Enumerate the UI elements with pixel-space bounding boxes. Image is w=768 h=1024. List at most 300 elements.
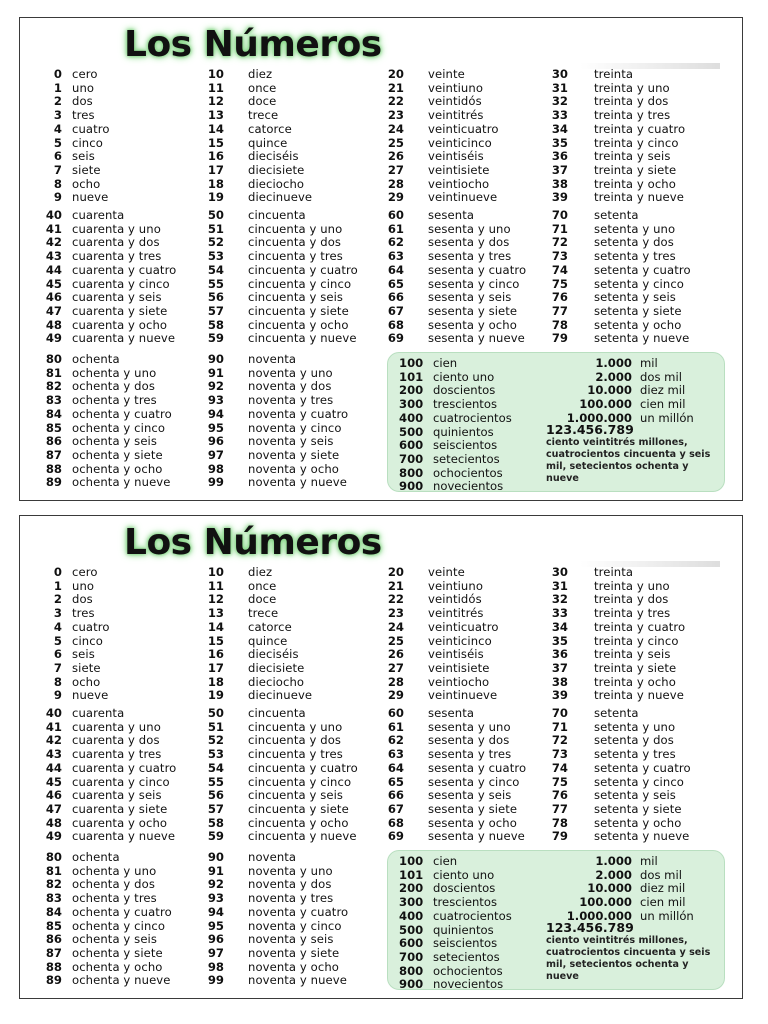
number-word: sesenta y dos xyxy=(428,235,510,250)
number-digit: 53 xyxy=(207,747,224,762)
number-word: cinco xyxy=(72,135,103,150)
number-digit: 79 xyxy=(551,829,568,844)
number-word: noventa xyxy=(248,850,297,864)
number-row xyxy=(204,461,339,476)
number-digit: 600 xyxy=(399,936,424,951)
number-row xyxy=(380,221,511,236)
number-digit: 11 xyxy=(207,578,224,593)
number-word: ochenta y tres xyxy=(72,891,157,906)
number-word: cincuenta y siete xyxy=(248,801,349,816)
number-digit: 19 xyxy=(207,688,224,703)
number-digit: 30 xyxy=(551,67,568,81)
number-row xyxy=(544,67,634,81)
number-digit: 900 xyxy=(399,977,424,992)
number-digit: 27 xyxy=(387,162,404,177)
number-word: cuarenta xyxy=(72,208,125,222)
number-word: setenta y dos xyxy=(594,733,674,748)
number-digit: 18 xyxy=(207,176,224,191)
number-row xyxy=(380,121,499,136)
number-digit: 74 xyxy=(551,262,568,277)
number-word: setenta y tres xyxy=(594,249,676,264)
number-digit: 86 xyxy=(45,434,62,449)
number-row xyxy=(204,688,313,703)
number-word: treinta y uno xyxy=(594,80,670,95)
number-row xyxy=(204,379,332,394)
number-row xyxy=(544,262,691,277)
number-word: veinticinco xyxy=(428,135,492,150)
number-word: cincuenta y seis xyxy=(248,788,344,803)
number-word: ochenta y siete xyxy=(72,447,163,462)
number-digit: 29 xyxy=(387,688,404,703)
number-word: treinta y tres xyxy=(594,108,671,123)
number-digit: 54 xyxy=(207,760,224,775)
number-digit: 80 xyxy=(45,850,62,864)
number-digit: 32 xyxy=(551,592,568,607)
number-digit: 300 xyxy=(399,895,424,910)
number-word: ocho xyxy=(72,176,101,191)
number-word: treinta y dos xyxy=(594,592,669,607)
number-row xyxy=(36,606,95,621)
number-digit: 39 xyxy=(551,688,568,703)
number-word: sesenta y siete xyxy=(428,801,518,816)
number-word: ochocientos xyxy=(433,963,503,978)
number-row xyxy=(36,959,163,974)
number-row xyxy=(380,276,520,291)
number-digit: 60 xyxy=(387,208,404,222)
number-row xyxy=(36,190,109,205)
number-digit: 58 xyxy=(207,317,224,332)
number-word: seis xyxy=(72,149,95,164)
number-row xyxy=(204,176,305,191)
number-word: un millón xyxy=(640,410,694,425)
number-row xyxy=(36,162,101,177)
hundreds-row xyxy=(399,977,504,992)
number-row xyxy=(544,303,682,318)
number-word: treinta xyxy=(594,565,634,579)
number-word: cincuenta y uno xyxy=(248,719,343,734)
number-digit: 85 xyxy=(45,918,62,933)
number-row xyxy=(36,788,162,803)
number-digit: 88 xyxy=(45,461,62,476)
number-word: ochenta y tres xyxy=(72,393,157,408)
number-digit: 64 xyxy=(387,262,404,277)
number-row xyxy=(204,190,313,205)
number-word: veinticuatro xyxy=(428,121,499,136)
number-digit: 500 xyxy=(399,424,424,439)
number-word: cuarenta y cinco xyxy=(72,774,170,789)
number-row xyxy=(204,80,277,95)
number-digit: 62 xyxy=(387,733,404,748)
number-digit: 35 xyxy=(551,633,568,648)
number-row xyxy=(36,208,125,222)
number-digit: 84 xyxy=(45,904,62,919)
number-digit: 22 xyxy=(387,592,404,607)
number-digit: 83 xyxy=(45,393,62,408)
hundreds-row xyxy=(399,881,496,896)
number-word: diez xyxy=(248,565,273,579)
number-digit: 600 xyxy=(399,438,424,453)
number-digit: 77 xyxy=(551,303,568,318)
number-row xyxy=(380,815,517,830)
number-word: uno xyxy=(72,578,95,593)
number-word: cincuenta y cuatro xyxy=(248,760,358,775)
number-word: cincuenta y cinco xyxy=(248,774,352,789)
number-word: noventa y uno xyxy=(248,365,333,380)
number-row xyxy=(380,706,475,720)
number-row xyxy=(380,108,484,123)
hundreds-row xyxy=(399,867,495,882)
number-word: noventa y ocho xyxy=(248,461,339,476)
number-row xyxy=(544,606,671,621)
number-digit: 45 xyxy=(45,774,62,789)
number-word: mil xyxy=(640,854,658,868)
number-digit: 4 xyxy=(53,619,62,634)
number-digit: 79 xyxy=(551,331,568,346)
number-word: trece xyxy=(248,606,279,621)
number-digit: 16 xyxy=(207,647,224,662)
number-digit: 0 xyxy=(53,565,62,579)
number-digit: 36 xyxy=(551,149,568,164)
number-row xyxy=(204,565,273,579)
number-digit: 25 xyxy=(387,633,404,648)
number-row xyxy=(36,850,120,864)
number-row xyxy=(380,249,512,264)
number-word: noventa y uno xyxy=(248,863,333,878)
number-word: cincuenta xyxy=(248,706,306,720)
number-row xyxy=(36,863,157,878)
number-word: sesenta y ocho xyxy=(428,317,517,332)
number-row xyxy=(544,276,684,291)
number-word: sesenta xyxy=(428,208,475,222)
number-word: dos mil xyxy=(640,369,682,384)
number-word: cincuenta y nueve xyxy=(248,829,357,844)
number-row xyxy=(544,578,670,593)
number-word: veintinueve xyxy=(428,688,498,703)
number-word: ochenta y uno xyxy=(72,365,157,380)
number-word: veintitrés xyxy=(428,606,484,621)
number-digit: 94 xyxy=(207,904,224,919)
number-digit: 17 xyxy=(207,162,224,177)
number-word: noventa xyxy=(248,352,297,366)
number-word: ochocientos xyxy=(433,465,503,480)
number-digit: 48 xyxy=(45,317,62,332)
number-digit: 59 xyxy=(207,829,224,844)
number-word: cincuenta y tres xyxy=(248,747,343,762)
number-word: sesenta xyxy=(428,706,475,720)
number-row xyxy=(204,406,349,421)
number-digit: 84 xyxy=(45,406,62,421)
number-row xyxy=(380,801,518,816)
number-word: noventa y tres xyxy=(248,891,334,906)
number-row xyxy=(36,747,162,762)
number-digit: 89 xyxy=(45,973,62,988)
number-digit: 800 xyxy=(399,465,424,480)
number-row xyxy=(204,815,349,830)
number-word: treinta y nueve xyxy=(594,688,684,703)
number-word: cincuenta y seis xyxy=(248,290,344,305)
number-word: cuatro xyxy=(72,619,110,634)
hundreds-row xyxy=(399,908,512,923)
number-row xyxy=(36,393,157,408)
number-word: setenta y cinco xyxy=(594,774,684,789)
number-digit: 2.000 xyxy=(595,867,632,882)
number-word: cincuenta y uno xyxy=(248,221,343,236)
number-word: cuarenta y cuatro xyxy=(72,262,177,277)
number-word: treinta y ocho xyxy=(594,176,676,191)
number-digit: 21 xyxy=(387,578,404,593)
number-row xyxy=(544,733,674,748)
number-digit: 9 xyxy=(53,688,62,703)
number-row xyxy=(204,829,357,844)
number-word: ochenta y cuatro xyxy=(72,904,172,919)
number-row xyxy=(380,208,475,222)
number-digit: 91 xyxy=(207,863,224,878)
number-word: cincuenta xyxy=(248,208,306,222)
number-row xyxy=(544,747,676,762)
number-word: dieciséis xyxy=(248,149,299,164)
number-row xyxy=(380,733,510,748)
number-row xyxy=(380,290,512,305)
number-row xyxy=(380,829,525,844)
number-row xyxy=(204,592,277,607)
number-row xyxy=(380,162,490,177)
number-row xyxy=(380,190,498,205)
number-digit: 47 xyxy=(45,303,62,318)
number-digit: 99 xyxy=(207,475,224,490)
number-row xyxy=(204,660,305,675)
number-row xyxy=(36,774,170,789)
number-word: catorce xyxy=(248,121,292,136)
number-digit: 82 xyxy=(45,877,62,892)
number-digit: 29 xyxy=(387,190,404,205)
number-word: cuarenta y nueve xyxy=(72,331,176,346)
number-word: veintiocho xyxy=(428,674,490,689)
number-word: dos mil xyxy=(640,867,682,882)
number-row xyxy=(380,633,492,648)
number-digit: 72 xyxy=(551,235,568,250)
number-row xyxy=(380,565,465,579)
number-digit: 31 xyxy=(551,578,568,593)
number-digit: 27 xyxy=(387,660,404,675)
number-row xyxy=(380,262,527,277)
number-word: ochenta y uno xyxy=(72,863,157,878)
number-word: uno xyxy=(72,80,95,95)
number-word: sesenta y ocho xyxy=(428,815,517,830)
number-row xyxy=(380,135,492,150)
numbers-card-bottom xyxy=(19,515,743,999)
number-row xyxy=(380,619,499,634)
number-digit: 7 xyxy=(53,162,62,177)
number-digit: 96 xyxy=(207,434,224,449)
number-digit: 56 xyxy=(207,788,224,803)
number-word: ochenta y dos xyxy=(72,877,155,892)
number-word: treinta y seis xyxy=(594,149,671,164)
number-word: quince xyxy=(248,135,288,150)
number-digit: 39 xyxy=(551,190,568,205)
number-word: treinta y cinco xyxy=(594,633,679,648)
number-row xyxy=(204,317,349,332)
number-row xyxy=(544,674,676,689)
number-row xyxy=(204,447,340,462)
number-digit: 26 xyxy=(387,149,404,164)
number-row xyxy=(544,774,684,789)
number-word: seiscientos xyxy=(433,936,498,951)
number-digit: 900 xyxy=(399,479,424,494)
number-row xyxy=(36,447,163,462)
number-word: trescientos xyxy=(433,895,497,910)
number-word: treinta y cuatro xyxy=(594,619,686,634)
number-word: sesenta y tres xyxy=(428,249,512,264)
number-digit: 92 xyxy=(207,379,224,394)
number-row xyxy=(36,121,110,136)
number-word: dieciocho xyxy=(248,674,305,689)
number-row xyxy=(36,719,161,734)
number-word: treinta y cuatro xyxy=(594,121,686,136)
number-word: seis xyxy=(72,647,95,662)
hundreds-row xyxy=(399,479,504,494)
number-word: noventa y dos xyxy=(248,877,332,892)
number-digit: 20 xyxy=(387,67,404,81)
number-digit: 97 xyxy=(207,447,224,462)
number-digit: 63 xyxy=(387,747,404,762)
number-digit: 74 xyxy=(551,760,568,775)
hundreds-row xyxy=(399,356,458,370)
number-row xyxy=(36,176,101,191)
number-digit: 43 xyxy=(45,747,62,762)
number-digit: 70 xyxy=(551,706,568,720)
number-row xyxy=(36,760,177,775)
number-word: ochenta y nueve xyxy=(72,475,171,490)
number-digit: 68 xyxy=(387,815,404,830)
number-word: cuarenta xyxy=(72,706,125,720)
number-digit: 76 xyxy=(551,788,568,803)
number-word: diez xyxy=(248,67,273,81)
number-row xyxy=(380,235,510,250)
number-word: mil xyxy=(640,356,658,370)
number-word: cuatrocientos xyxy=(433,908,512,923)
number-word: catorce xyxy=(248,619,292,634)
number-row xyxy=(204,774,352,789)
number-digit: 87 xyxy=(45,447,62,462)
number-word: cuarenta y ocho xyxy=(72,815,168,830)
example-number: 123.456.789 xyxy=(546,920,634,935)
number-digit: 8 xyxy=(53,674,62,689)
example-number-text: ciento veintitrés millones, cuatrocientos cincuenta y seis mil, setecientos ochenta y nueve xyxy=(546,935,711,982)
number-digit: 73 xyxy=(551,747,568,762)
number-word: ciento uno xyxy=(433,867,495,882)
number-word: noventa y seis xyxy=(248,434,334,449)
number-row xyxy=(36,973,171,988)
number-row xyxy=(36,249,162,264)
number-digit: 65 xyxy=(387,276,404,291)
number-row xyxy=(204,706,306,720)
number-row xyxy=(36,290,162,305)
number-row xyxy=(380,660,490,675)
number-word: veinticuatro xyxy=(428,619,499,634)
number-word: cien xyxy=(433,356,458,370)
number-row xyxy=(544,619,686,634)
thousands-row xyxy=(512,356,722,370)
number-digit: 1 xyxy=(53,578,62,593)
number-row xyxy=(204,973,347,988)
number-row xyxy=(544,788,676,803)
number-word: seiscientos xyxy=(433,438,498,453)
number-row xyxy=(204,850,297,864)
numbers-card-top xyxy=(19,17,743,501)
number-row xyxy=(380,317,517,332)
number-digit: 45 xyxy=(45,276,62,291)
number-row xyxy=(204,932,334,947)
number-digit: 96 xyxy=(207,932,224,947)
number-row xyxy=(204,633,288,648)
number-word: setecientos xyxy=(433,451,500,466)
hundreds-row xyxy=(399,949,500,964)
number-row xyxy=(204,863,333,878)
number-digit: 81 xyxy=(45,863,62,878)
number-digit: 32 xyxy=(551,94,568,109)
number-word: setenta y nueve xyxy=(594,331,690,346)
number-word: nueve xyxy=(72,688,109,703)
number-word: setenta y dos xyxy=(594,235,674,250)
number-row xyxy=(544,633,679,648)
number-row xyxy=(36,276,170,291)
thousands-row xyxy=(512,383,722,397)
number-word: noventa y nueve xyxy=(248,973,347,988)
number-digit: 10 xyxy=(207,565,224,579)
number-word: veintidós xyxy=(428,94,482,109)
number-digit: 44 xyxy=(45,262,62,277)
number-digit: 78 xyxy=(551,317,568,332)
number-row xyxy=(36,221,161,236)
number-word: diecinueve xyxy=(248,688,313,703)
number-word: treinta y cinco xyxy=(594,135,679,150)
number-digit: 42 xyxy=(45,733,62,748)
number-row xyxy=(544,176,676,191)
number-word: setenta y uno xyxy=(594,221,676,236)
number-word: cuarenta y siete xyxy=(72,801,168,816)
number-row xyxy=(544,208,639,222)
number-digit: 700 xyxy=(399,451,424,466)
number-word: noventa y tres xyxy=(248,393,334,408)
number-row xyxy=(204,262,358,277)
number-word: doscientos xyxy=(433,881,496,896)
number-row xyxy=(380,303,518,318)
number-row xyxy=(204,578,277,593)
number-word: cincuenta y siete xyxy=(248,303,349,318)
number-row xyxy=(204,945,340,960)
number-word: trece xyxy=(248,108,279,123)
number-row xyxy=(204,719,343,734)
number-row xyxy=(204,235,342,250)
number-word: ochenta y cinco xyxy=(72,420,166,435)
number-row xyxy=(204,303,349,318)
number-digit: 69 xyxy=(387,331,404,346)
number-digit: 92 xyxy=(207,877,224,892)
number-row xyxy=(204,135,288,150)
number-word: cien xyxy=(433,854,458,868)
number-row xyxy=(36,108,95,123)
number-word: veinte xyxy=(428,565,465,579)
number-digit: 82 xyxy=(45,379,62,394)
hundreds-row xyxy=(399,895,497,910)
number-row xyxy=(36,331,176,346)
number-row xyxy=(380,592,482,607)
page-title: Los Números xyxy=(124,522,382,563)
example-number: 123.456.789 xyxy=(546,422,634,437)
number-digit: 55 xyxy=(207,774,224,789)
number-row xyxy=(204,121,292,136)
number-digit: 54 xyxy=(207,262,224,277)
